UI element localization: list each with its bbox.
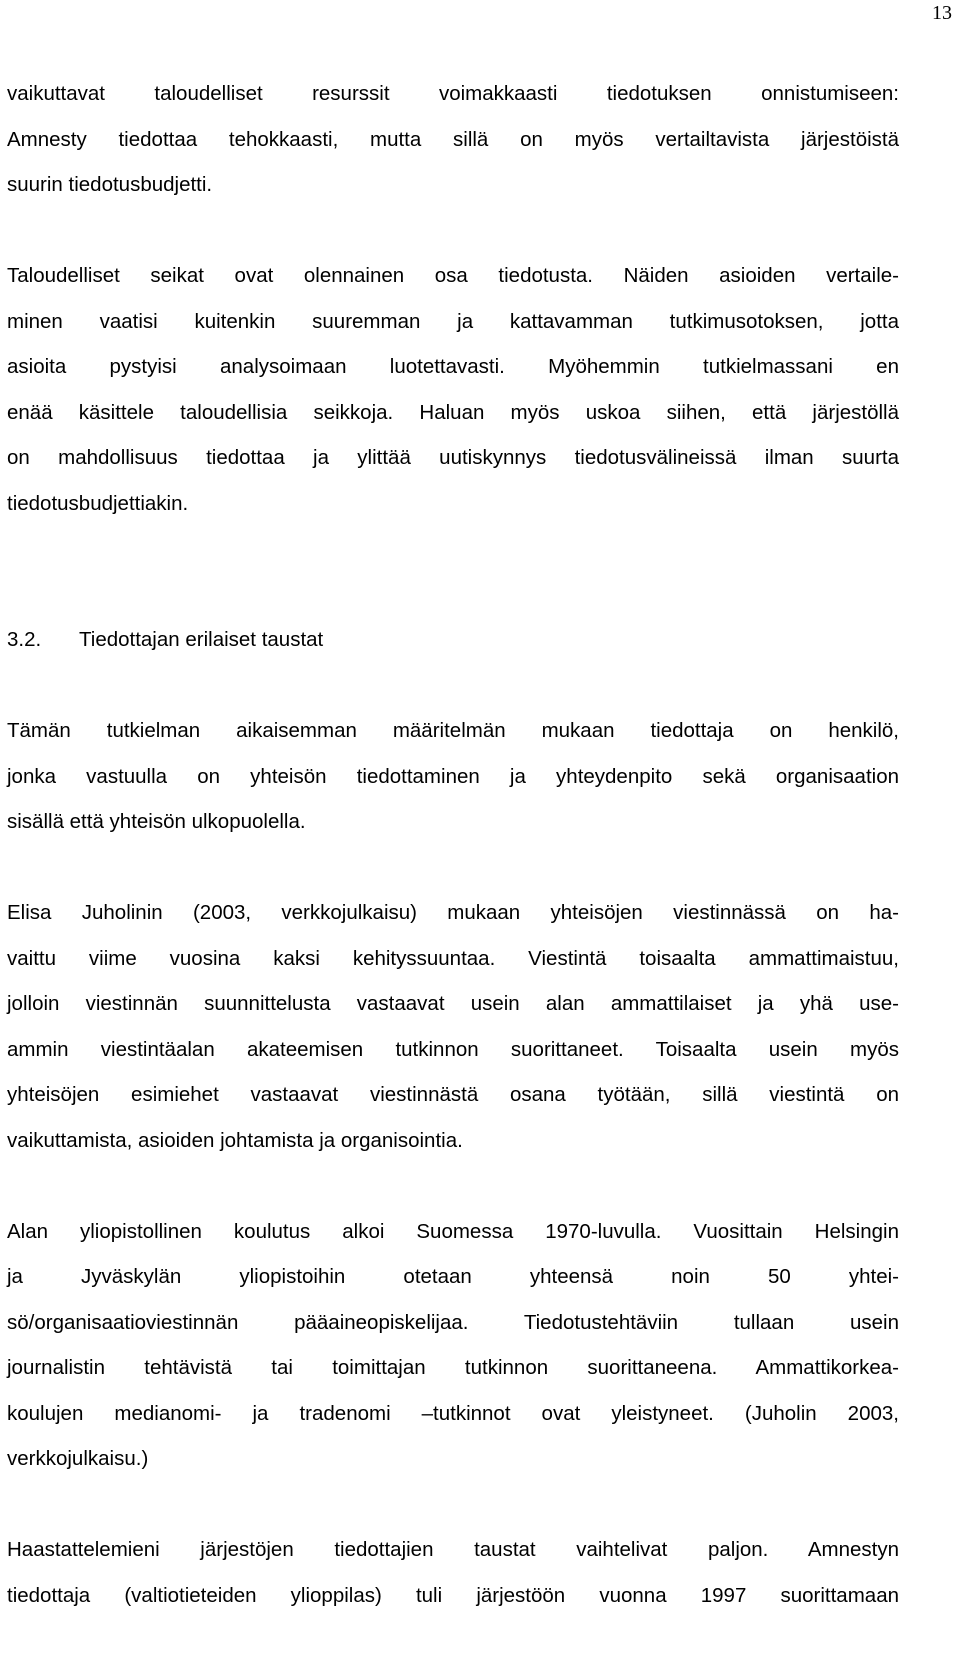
text-line: sisällä että yhteisön ulkopuolella. bbox=[7, 810, 306, 833]
text-line: vaikuttavat taloudelliset resurssit voimakkaasti tiedotuksen onnistumiseen: bbox=[7, 82, 899, 105]
text-line: minen vaatisi kuitenkin suuremman ja kattavamman tutkimusotoksen, jotta bbox=[7, 309, 899, 333]
text-line: journalistin tehtävistä tai toimittajan tutkinnon suorittaneena. Ammattikorkea- bbox=[7, 1356, 899, 1379]
paragraph-interviewees bbox=[7, 1527, 899, 1618]
paragraph-definition bbox=[7, 708, 899, 845]
text-line: Elisa Juholinin (2003, verkkojulkaisu) mukaan yhteisöjen viestinnässä on ha- bbox=[7, 901, 899, 924]
text-line: suurin tiedotusbudjetti. bbox=[7, 173, 213, 196]
section-title: Tiedottajan erilaiset taustat bbox=[79, 628, 324, 651]
paragraph-financial-aspects bbox=[7, 253, 899, 526]
text-line: verkkojulkaisu.) bbox=[7, 1447, 149, 1470]
text-line: vaikuttamista, asioiden johtamista ja organisointia. bbox=[7, 1128, 463, 1152]
text-line: jonka vastuulla on yhteisön tiedottaminen ja yhteydenpito sekä organisaation bbox=[7, 764, 899, 788]
text-line: yhteisöjen esimiehet vastaavat viestinnästä osana työtään, sillä viestintä on bbox=[7, 1083, 899, 1106]
text-line: Amnesty tiedottaa tehokkaasti, mutta sillä on myös vertailtavista järjestöistä bbox=[7, 127, 899, 151]
text-line: Taloudelliset seikat ovat olennainen osa tiedotusta. Näiden asioiden vertaile- bbox=[7, 264, 899, 287]
paragraph-juholin-trends bbox=[7, 890, 899, 1163]
text-line: enää käsittele taloudellisia seikkoja. Haluan myös uskoa siihen, että järjestöllä bbox=[7, 400, 899, 424]
text-line: ammin viestintäalan akateemisen tutkinnon suorittaneet. Toisaalta usein myös bbox=[7, 1037, 899, 1061]
text-line: asioita pystyisi analysoimaan luotettavasti. Myöhemmin tutkielmassani en bbox=[7, 355, 899, 378]
text-line: sö/organisaatioviestinnän pääaineopiskelijaa. Tiedotustehtäviin tullaan usein bbox=[7, 1310, 899, 1334]
text-line: tiedottaja (valtiotieteiden ylioppilas) tuli järjestöön vuonna 1997 suorittamaan bbox=[7, 1583, 899, 1607]
paragraph-education bbox=[7, 1209, 899, 1482]
text-line: on mahdollisuus tiedottaa ja ylittää uutiskynnys tiedotusvälineissä ilman suurta bbox=[7, 446, 899, 469]
text-line: koulujen medianomi- ja tradenomi –tutkinnot ovat yleistyneet. (Juholin 2003, bbox=[7, 1401, 899, 1425]
text-line: Haastattelemieni järjestöjen tiedottajien taustat vaihtelivat paljon. Amnestyn bbox=[7, 1538, 899, 1561]
section-heading bbox=[7, 617, 899, 663]
text-line: jolloin viestinnän suunnittelusta vastaavat usein alan ammattilaiset ja yhä use- bbox=[7, 992, 899, 1015]
text-line: Tämän tutkielman aikaisemman määritelmän mukaan tiedottaja on henkilö, bbox=[7, 719, 899, 742]
text-line: tiedotusbudjettiakin. bbox=[7, 491, 189, 515]
text-line: ja Jyväskylän yliopistoihin otetaan yhteensä noin 50 yhtei- bbox=[7, 1265, 899, 1288]
section-number: 3.2. bbox=[7, 628, 42, 651]
document-body bbox=[7, 71, 899, 1618]
page-number: 13 bbox=[932, 2, 952, 24]
paragraph-budget-intro bbox=[7, 71, 899, 208]
text-line: vaittu viime vuosina kaksi kehityssuuntaa. Viestintä toisaalta ammattimaistuu, bbox=[7, 946, 899, 970]
text-line: Alan yliopistollinen koulutus alkoi Suomessa 1970-luvulla. Vuosittain Helsingin bbox=[7, 1219, 899, 1243]
